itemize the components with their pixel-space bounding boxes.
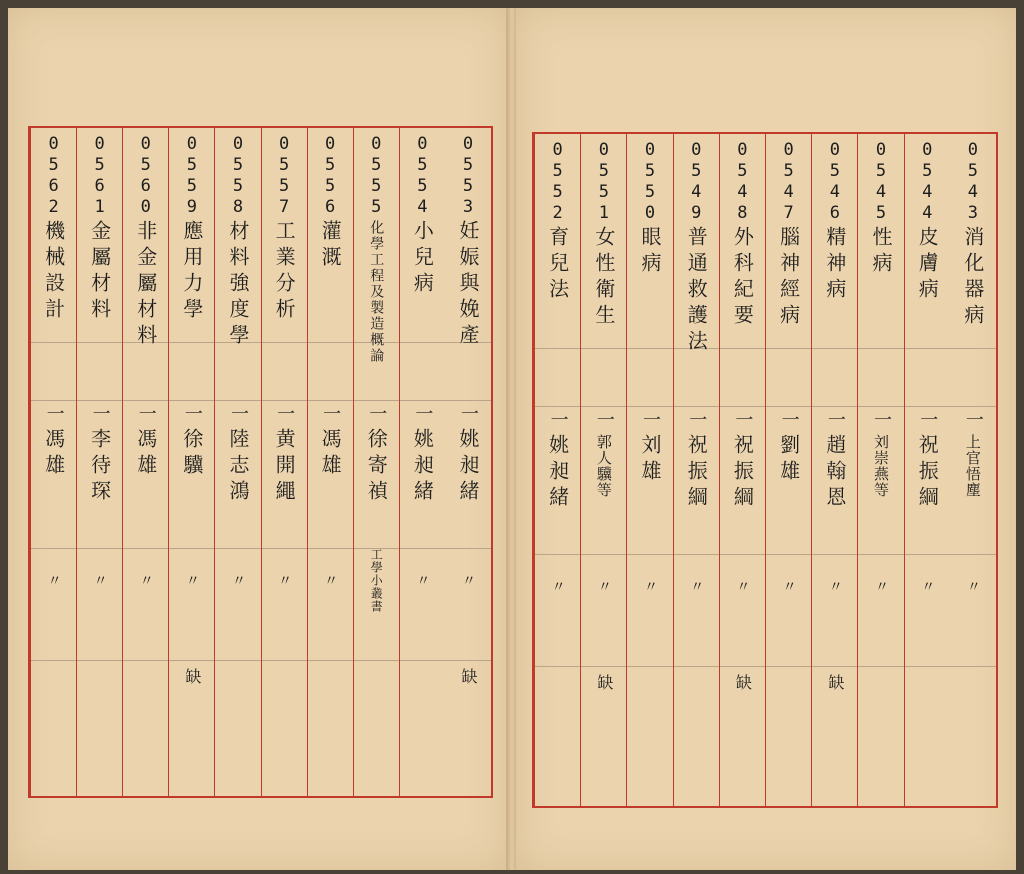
catalog-entry (214, 128, 260, 796)
catalog-entry (307, 128, 353, 796)
right-catalog-frame (532, 132, 998, 808)
entry-title: 性病 (869, 226, 894, 278)
entry-author: 陸志鴻 (225, 428, 250, 506)
left-catalog-frame (28, 126, 493, 798)
entry-volume-mark: 一 (43, 404, 65, 428)
entry-title: 精神病 (822, 226, 847, 304)
entry-title: 育兒法 (545, 226, 570, 304)
entry-volume-mark: 一 (917, 410, 939, 434)
entry-volume-mark: 一 (593, 410, 615, 434)
entry-author: 上官悟塵 (963, 434, 982, 498)
entry-ditto-mark: 〃 (549, 579, 566, 599)
catalog-entry (534, 134, 580, 806)
entry-ditto-mark: 〃 (322, 573, 339, 593)
entry-title: 機械設計 (41, 220, 66, 324)
entry-author: 黄開繩 (272, 428, 297, 506)
entry-volume-mark: 一 (89, 404, 111, 428)
entry-ditto-mark: 〃 (414, 573, 431, 593)
entry-volume-mark: 一 (181, 404, 203, 428)
entry-ditto-mark: 〃 (183, 573, 200, 593)
catalog-entry (950, 134, 996, 806)
entry-author: 趙翰恩 (822, 434, 847, 512)
entry-ditto-mark: 〃 (137, 573, 154, 593)
entry-title: 小兒病 (410, 220, 435, 298)
entry-missing-mark: 缺 (458, 668, 478, 690)
entry-ditto-mark: 〃 (45, 573, 62, 593)
entry-title: 灌溉 (318, 220, 343, 272)
entry-number: 0562 (43, 134, 64, 218)
entry-number: 0554 (412, 134, 433, 218)
entry-series-note: 工學小叢書 (369, 548, 384, 613)
entry-volume-mark: 一 (227, 404, 249, 428)
entry-author: 馮雄 (133, 428, 158, 480)
entry-title: 非金屬材料 (133, 220, 158, 350)
entry-title: 女性衛生 (591, 226, 616, 330)
entry-title: 外科紀要 (730, 226, 755, 330)
entry-ditto-mark: 〃 (964, 579, 981, 599)
entry-volume-mark: 一 (824, 410, 846, 434)
entry-number: 0559 (181, 134, 202, 218)
entry-author: 祝振綱 (684, 434, 709, 512)
entry-number: 0544 (917, 140, 938, 224)
catalog-entry (261, 128, 307, 796)
entry-volume-mark: 一 (686, 410, 708, 434)
entry-volume-mark: 一 (547, 410, 569, 434)
entry-number: 0556 (320, 134, 341, 218)
entry-author: 馮雄 (41, 428, 66, 480)
entry-ditto-mark: 〃 (276, 573, 293, 593)
catalog-entry (580, 134, 626, 806)
catalog-entry (399, 128, 445, 796)
entry-number: 0555 (366, 134, 387, 218)
entry-author: 姚昶緒 (410, 428, 435, 506)
entry-title: 皮膚病 (915, 226, 940, 304)
entry-ditto-mark: 〃 (459, 573, 476, 593)
entry-number: 0550 (640, 140, 661, 224)
entry-volume-mark: 一 (366, 404, 388, 428)
entry-author: 劉雄 (776, 434, 801, 486)
catalog-entry (719, 134, 765, 806)
catalog-entry (904, 134, 950, 806)
catalog-entry (353, 128, 399, 796)
entry-ditto-mark: 〃 (642, 579, 659, 599)
entry-number: 0545 (871, 140, 892, 224)
catalog-entry (76, 128, 122, 796)
entry-volume-mark: 一 (457, 404, 479, 428)
entry-number: 0543 (962, 140, 983, 224)
entry-number: 0560 (135, 134, 156, 218)
catalog-entry (122, 128, 168, 796)
entry-author: 姚昶緒 (455, 428, 480, 506)
catalog-entry (673, 134, 719, 806)
entry-number: 0561 (89, 134, 110, 218)
entry-number: 0549 (686, 140, 707, 224)
entry-author: 刘雄 (638, 434, 663, 486)
entry-author: 郭人驥等 (594, 434, 613, 498)
entry-number: 0547 (778, 140, 799, 224)
entry-ditto-mark: 〃 (780, 579, 797, 599)
entry-title: 材料強度學 (225, 220, 250, 350)
entry-volume-mark: 一 (412, 404, 434, 428)
entry-volume-mark: 一 (778, 410, 800, 434)
entry-volume-mark: 一 (274, 404, 296, 428)
entry-title: 金屬材料 (87, 220, 112, 324)
entry-author: 馮雄 (318, 428, 343, 480)
entry-number: 0552 (547, 140, 568, 224)
entry-volume-mark: 一 (871, 410, 893, 434)
entry-ditto-mark: 〃 (826, 579, 843, 599)
entry-author: 徐驥 (179, 428, 204, 480)
entry-title: 應用力學 (179, 220, 204, 324)
entry-author: 李待琛 (87, 428, 112, 506)
entry-ditto-mark: 〃 (919, 579, 936, 599)
entry-number: 0557 (274, 134, 295, 218)
entry-number: 0548 (732, 140, 753, 224)
entry-ditto-mark: 〃 (873, 579, 890, 599)
entry-title: 工業分析 (272, 220, 297, 324)
entry-title: 化學工程及製造概論 (368, 220, 385, 364)
catalog-entry (626, 134, 672, 806)
catalog-entry (811, 134, 857, 806)
entry-missing-mark: 缺 (733, 674, 753, 696)
entry-author: 刘崇燕等 (872, 434, 891, 498)
entry-title: 腦神經病 (776, 226, 801, 330)
entry-ditto-mark: 〃 (688, 579, 705, 599)
entry-volume-mark: 一 (962, 410, 984, 434)
entry-missing-mark: 缺 (594, 674, 614, 696)
catalog-entry (30, 128, 76, 796)
entry-title: 妊娠與娩產 (455, 220, 480, 350)
entry-number: 0546 (824, 140, 845, 224)
entry-volume-mark: 一 (320, 404, 342, 428)
entry-author: 徐寄禎 (364, 428, 389, 506)
entry-ditto-mark: 〃 (734, 579, 751, 599)
entry-title: 消化器病 (960, 226, 985, 330)
entry-missing-mark: 缺 (182, 668, 202, 690)
entry-author: 祝振綱 (915, 434, 940, 512)
entry-ditto-mark: 〃 (229, 573, 246, 593)
entry-number: 0558 (227, 134, 248, 218)
catalog-entry (168, 128, 214, 796)
entry-missing-mark: 缺 (825, 674, 845, 696)
entry-volume-mark: 一 (640, 410, 662, 434)
catalog-entry (857, 134, 903, 806)
entry-volume-mark: 一 (732, 410, 754, 434)
entry-ditto-mark: 〃 (91, 573, 108, 593)
entry-author: 姚昶緒 (545, 434, 570, 512)
entry-volume-mark: 一 (135, 404, 157, 428)
entry-author: 祝振綱 (730, 434, 755, 512)
entry-title: 眼病 (638, 226, 663, 278)
entry-ditto-mark: 〃 (595, 579, 612, 599)
catalog-entry (445, 128, 491, 796)
entry-number: 0551 (593, 140, 614, 224)
entry-number: 0553 (457, 134, 478, 218)
entry-title: 普通救護法 (684, 226, 709, 356)
catalog-entry (765, 134, 811, 806)
